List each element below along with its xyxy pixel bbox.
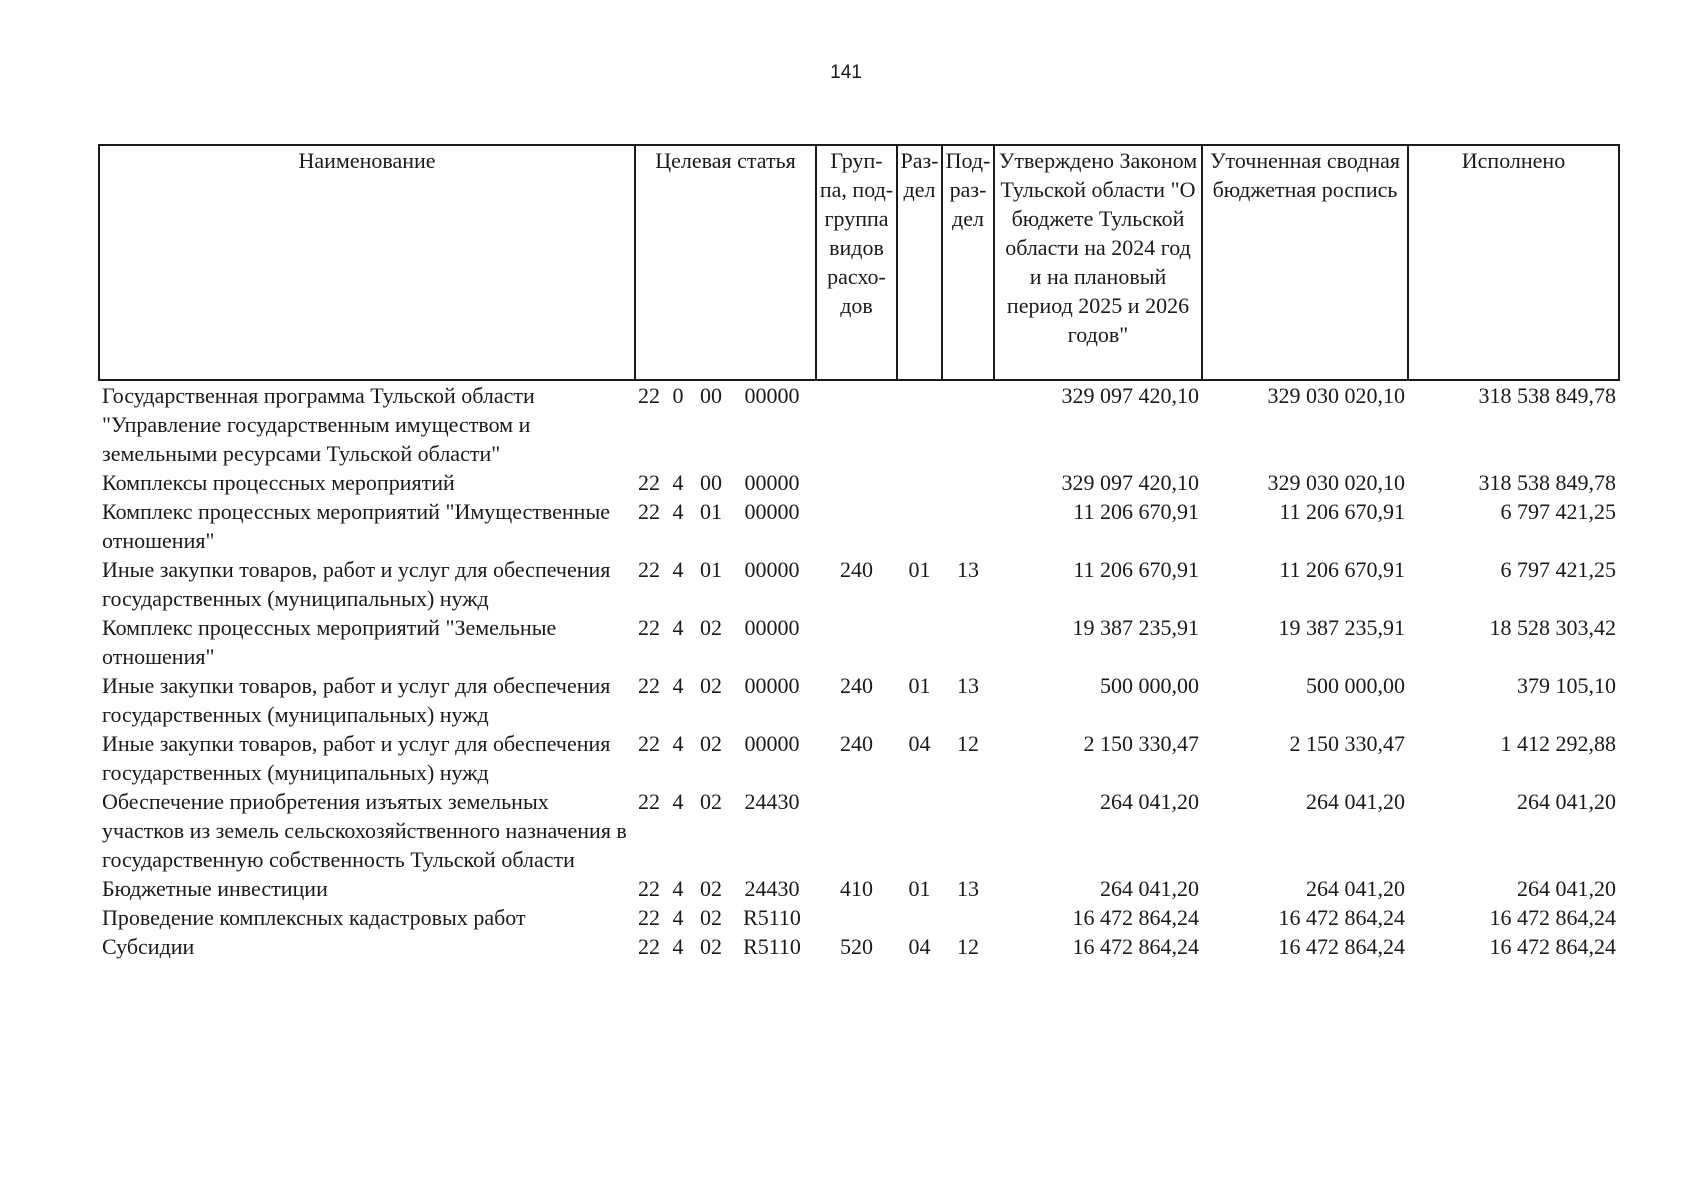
page-number: 141 bbox=[830, 62, 862, 83]
row-expense-group: 410 bbox=[840, 876, 873, 901]
row-section: 04 bbox=[908, 731, 931, 756]
row-refined: 264 041,20 bbox=[1306, 789, 1405, 814]
code-part: 22 bbox=[638, 934, 660, 959]
code-part: 22 bbox=[638, 731, 660, 756]
row-approved: 19 387 235,91 bbox=[1072, 615, 1199, 640]
row-executed: 16 472 864,24 bbox=[1489, 934, 1616, 959]
row-expense-group: 520 bbox=[840, 934, 873, 959]
row-refined: 2 150 330,47 bbox=[1289, 731, 1405, 756]
row-refined: 16 472 864,24 bbox=[1278, 934, 1405, 959]
row-subsection: 13 bbox=[957, 673, 979, 698]
row-section: 04 bbox=[908, 934, 931, 959]
code-part: 02 bbox=[700, 934, 722, 959]
row-subsection bbox=[942, 380, 994, 468]
table-body bbox=[99, 380, 1619, 961]
row-executed: 16 472 864,24 bbox=[1489, 905, 1616, 930]
header-expense-group: Груп-па, под-группа видов расхо-дов bbox=[816, 145, 897, 380]
row-section bbox=[897, 380, 942, 468]
row-approved: 329 097 420,10 bbox=[1061, 470, 1199, 495]
code-part: 24430 bbox=[744, 876, 800, 901]
row-approved: 500 000,00 bbox=[1100, 673, 1199, 698]
code-part: 00000 bbox=[744, 615, 800, 640]
row-approved: 16 472 864,24 bbox=[1072, 934, 1199, 959]
row-target-article bbox=[635, 903, 816, 932]
row-section: 01 bbox=[908, 876, 931, 901]
row-target-article bbox=[635, 468, 816, 497]
row-expense-group: 240 bbox=[840, 557, 873, 582]
table-row bbox=[99, 380, 1619, 468]
code-part: 4 bbox=[672, 934, 684, 959]
row-name: Комплекс процессных мероприятий "Имущественные отношения" bbox=[102, 499, 610, 553]
row-target-article bbox=[635, 874, 816, 903]
code-part: 00000 bbox=[744, 470, 800, 495]
row-subsection: 12 bbox=[957, 731, 979, 756]
code-part: 01 bbox=[700, 499, 722, 524]
row-executed: 264 041,20 bbox=[1517, 876, 1616, 901]
row-refined: 16 472 864,24 bbox=[1278, 905, 1405, 930]
row-expense-group bbox=[816, 497, 897, 555]
code-part: 4 bbox=[672, 731, 684, 756]
row-executed: 18 528 303,42 bbox=[1489, 615, 1616, 640]
table-row bbox=[99, 903, 1619, 932]
row-subsection bbox=[942, 497, 994, 555]
row-refined: 19 387 235,91 bbox=[1278, 615, 1405, 640]
code-part: 02 bbox=[700, 731, 722, 756]
table-row bbox=[99, 874, 1619, 903]
row-subsection bbox=[942, 468, 994, 497]
table-row bbox=[99, 497, 1619, 555]
row-target-article bbox=[635, 497, 816, 555]
table-row bbox=[99, 787, 1619, 874]
row-expense-group: 240 bbox=[840, 731, 873, 756]
code-part: 00 bbox=[700, 383, 722, 408]
code-part: 02 bbox=[700, 789, 722, 814]
table-row bbox=[99, 932, 1619, 961]
row-name: Субсидии bbox=[102, 934, 195, 959]
row-executed: 318 538 849,78 bbox=[1478, 470, 1616, 495]
code-part: 00000 bbox=[744, 673, 800, 698]
row-executed: 1 412 292,88 bbox=[1500, 731, 1616, 756]
row-target-article bbox=[635, 787, 816, 874]
code-part: 00 bbox=[700, 470, 722, 495]
row-approved: 11 206 670,91 bbox=[1073, 499, 1199, 524]
code-part: 22 bbox=[638, 615, 660, 640]
row-refined: 329 030 020,10 bbox=[1267, 383, 1405, 408]
row-refined: 11 206 670,91 bbox=[1279, 499, 1405, 524]
code-part: 24430 bbox=[744, 789, 800, 814]
header-subsection: Под-раз-дел bbox=[942, 145, 994, 380]
header-target-article: Целевая статья bbox=[635, 145, 816, 380]
row-name: Иные закупки товаров, работ и услуг для обеспечения государственных (муниципальных) нужд bbox=[102, 673, 611, 727]
row-name: Комплекс процессных мероприятий "Земельные отношения" bbox=[102, 615, 557, 669]
code-part: 02 bbox=[700, 905, 722, 930]
row-executed: 6 797 421,25 bbox=[1500, 499, 1616, 524]
header-name: Наименование bbox=[99, 145, 635, 380]
row-name: Комплексы процессных мероприятий bbox=[102, 470, 455, 495]
header-refined: Уточненная сводная бюджетная роспись bbox=[1202, 145, 1408, 380]
table-row bbox=[99, 555, 1619, 613]
row-target-article bbox=[635, 613, 816, 671]
row-name: Иные закупки товаров, работ и услуг для обеспечения государственных (муниципальных) нужд bbox=[102, 731, 611, 785]
row-expense-group bbox=[816, 903, 897, 932]
row-section bbox=[897, 903, 942, 932]
code-part: 4 bbox=[672, 557, 684, 582]
row-expense-group: 240 bbox=[840, 673, 873, 698]
code-part: 02 bbox=[700, 876, 722, 901]
header-approved: Утверждено Законом Тульской области "О бюджете Тульской области на 2024 год и на плановый период 2025 и 2026 годов" bbox=[994, 145, 1202, 380]
code-part: 4 bbox=[672, 789, 684, 814]
code-part: 01 bbox=[700, 557, 722, 582]
code-part: R5110 bbox=[743, 905, 801, 930]
code-part: 02 bbox=[700, 673, 722, 698]
row-target-article bbox=[635, 671, 816, 729]
row-refined: 500 000,00 bbox=[1306, 673, 1405, 698]
row-subsection: 13 bbox=[957, 557, 979, 582]
code-part: 00000 bbox=[744, 557, 800, 582]
row-target-article bbox=[635, 380, 816, 468]
table-row bbox=[99, 613, 1619, 671]
row-subsection bbox=[942, 903, 994, 932]
row-name: Проведение комплексных кадастровых работ bbox=[102, 905, 526, 930]
row-section: 01 bbox=[908, 673, 931, 698]
row-executed: 379 105,10 bbox=[1517, 673, 1616, 698]
code-part: 0 bbox=[672, 383, 684, 408]
row-refined: 11 206 670,91 bbox=[1279, 557, 1405, 582]
row-refined: 264 041,20 bbox=[1306, 876, 1405, 901]
row-expense-group bbox=[816, 787, 897, 874]
row-subsection bbox=[942, 787, 994, 874]
row-name: Бюджетные инвестиции bbox=[102, 876, 328, 901]
code-part: 22 bbox=[638, 905, 660, 930]
code-part: 4 bbox=[672, 876, 684, 901]
budget-execution-table bbox=[98, 144, 1620, 961]
table-row bbox=[99, 671, 1619, 729]
header-executed: Исполнено bbox=[1408, 145, 1619, 380]
row-approved: 264 041,20 bbox=[1100, 876, 1199, 901]
table-row bbox=[99, 729, 1619, 787]
code-part: 22 bbox=[638, 557, 660, 582]
row-target-article bbox=[635, 932, 816, 961]
row-executed: 264 041,20 bbox=[1517, 789, 1616, 814]
row-expense-group bbox=[816, 468, 897, 497]
row-section bbox=[897, 468, 942, 497]
header-section: Раз-дел bbox=[897, 145, 942, 380]
code-part: 22 bbox=[638, 789, 660, 814]
code-part: 22 bbox=[638, 876, 660, 901]
row-expense-group bbox=[816, 613, 897, 671]
row-refined: 329 030 020,10 bbox=[1267, 470, 1405, 495]
code-part: 22 bbox=[638, 470, 660, 495]
row-executed: 318 538 849,78 bbox=[1478, 383, 1616, 408]
code-part: 22 bbox=[638, 499, 660, 524]
code-part: 4 bbox=[672, 905, 684, 930]
table-header-row bbox=[99, 145, 1619, 380]
row-approved: 2 150 330,47 bbox=[1083, 731, 1199, 756]
code-part: 00000 bbox=[744, 499, 800, 524]
row-section bbox=[897, 613, 942, 671]
row-approved: 264 041,20 bbox=[1100, 789, 1199, 814]
row-subsection: 13 bbox=[957, 876, 979, 901]
row-approved: 11 206 670,91 bbox=[1073, 557, 1199, 582]
row-target-article bbox=[635, 729, 816, 787]
code-part: 02 bbox=[700, 615, 722, 640]
table-row bbox=[99, 468, 1619, 497]
code-part: 4 bbox=[672, 615, 684, 640]
code-part: 00000 bbox=[744, 731, 800, 756]
row-name: Иные закупки товаров, работ и услуг для обеспечения государственных (муниципальных) нужд bbox=[102, 557, 611, 611]
row-approved: 16 472 864,24 bbox=[1072, 905, 1199, 930]
row-section bbox=[897, 787, 942, 874]
row-target-article bbox=[635, 555, 816, 613]
code-part: 00000 bbox=[744, 383, 800, 408]
row-name: Государственная программа Тульской области "Управление государственным имуществом и земельными ресурсами Тульской области" bbox=[102, 383, 535, 466]
row-subsection: 12 bbox=[957, 934, 979, 959]
code-part: 4 bbox=[672, 499, 684, 524]
code-part: 4 bbox=[672, 470, 684, 495]
row-section: 01 bbox=[908, 557, 931, 582]
code-part: 22 bbox=[638, 673, 660, 698]
row-subsection bbox=[942, 613, 994, 671]
row-expense-group bbox=[816, 380, 897, 468]
code-part: 22 bbox=[638, 383, 660, 408]
row-name: Обеспечение приобретения изъятых земельных участков из земель сельскохозяйственного назначения в государственную собственность Тульской области bbox=[102, 789, 627, 872]
code-part: R5110 bbox=[743, 934, 801, 959]
row-section bbox=[897, 497, 942, 555]
code-part: 4 bbox=[672, 673, 684, 698]
row-approved: 329 097 420,10 bbox=[1061, 383, 1199, 408]
row-executed: 6 797 421,25 bbox=[1500, 557, 1616, 582]
